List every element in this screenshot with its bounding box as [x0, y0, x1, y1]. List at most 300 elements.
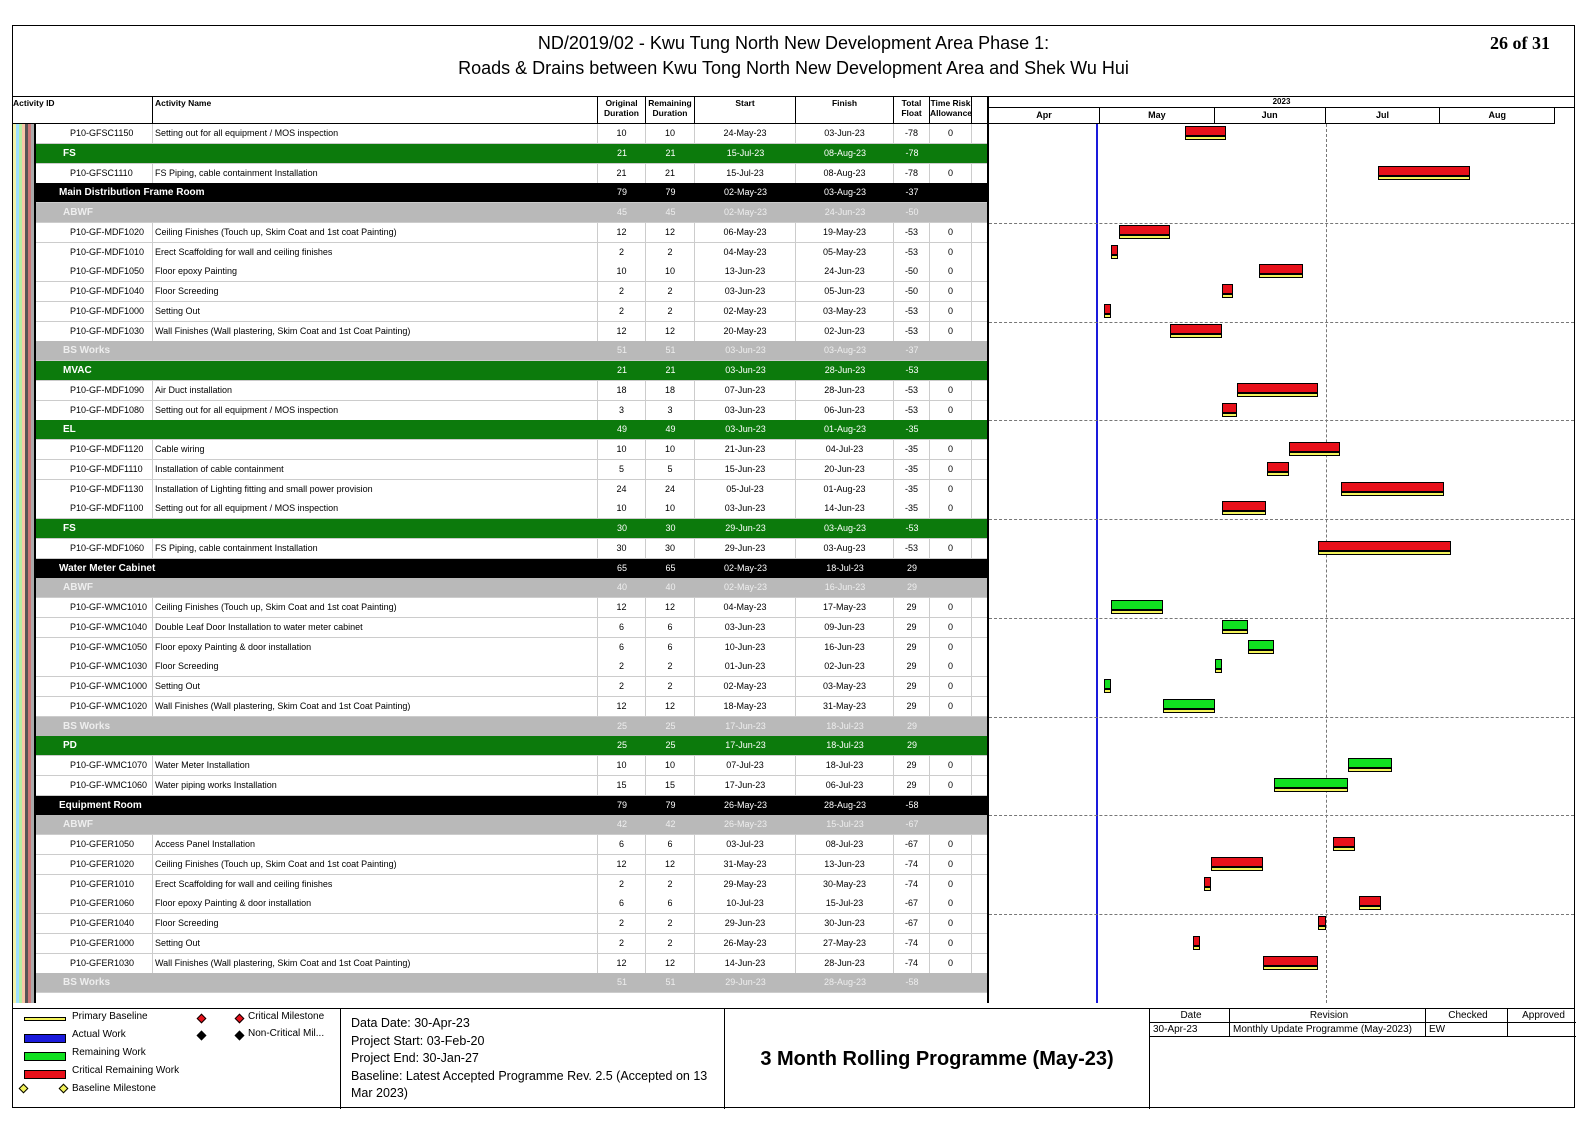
- cell-tf: -53: [905, 523, 919, 533]
- activity-name: Erect Scaffolding for wall and ceiling finishes: [153, 875, 598, 895]
- gantt-bar[interactable]: [1222, 501, 1266, 511]
- cell-finish: 24-Jun-23: [796, 262, 894, 282]
- cell-rd: 24: [646, 480, 695, 500]
- activity-id: P10-GF-MDF1080: [43, 401, 153, 421]
- table-row[interactable]: [13, 401, 987, 421]
- cell-rd: 65: [665, 562, 676, 573]
- cell-tf: -37: [905, 345, 919, 356]
- cell-finish: 06-Jul-23: [796, 776, 894, 796]
- cell-tf: -78: [894, 124, 930, 144]
- cell-rd: 10: [646, 440, 695, 460]
- cell-od: 51: [616, 977, 627, 988]
- wbs-row[interactable]: [13, 341, 987, 361]
- revision-table: [1149, 1009, 1575, 1109]
- activity-id: P10-GFSC1110: [43, 164, 153, 184]
- legend-baseline-milestone: Baseline Milestone: [72, 1083, 156, 1094]
- rev-header-checked: Checked: [1426, 1009, 1508, 1023]
- cell-tra: 0: [930, 697, 972, 717]
- cell-finish: 08-Aug-23: [796, 164, 894, 184]
- baseline-bar: [1318, 551, 1451, 555]
- gantt-gridline: [1326, 124, 1327, 1003]
- rev-header-approved: Approved: [1508, 1009, 1576, 1023]
- cell-tra: 0: [930, 914, 972, 934]
- gantt-bar[interactable]: [1222, 403, 1237, 413]
- gantt-bar[interactable]: [1211, 857, 1263, 867]
- legend-remaining-swatch: [24, 1052, 66, 1061]
- cell-tf: -58: [905, 977, 919, 988]
- cell-finish: 18-Jul-23: [826, 740, 864, 751]
- activity-id: P10-GF-WMC1000: [43, 677, 153, 697]
- cell-od: 65: [616, 562, 627, 573]
- cell-od: 30: [616, 523, 627, 533]
- cell-start: 10-Jul-23: [695, 894, 796, 914]
- table-row[interactable]: [13, 677, 987, 697]
- programme-title: 3 Month Rolling Programme (May-23): [760, 1048, 1114, 1070]
- gantt-bar[interactable]: [1215, 659, 1222, 669]
- col-activity-id[interactable]: Activity ID: [13, 97, 153, 124]
- cell-finish: 30-Jun-23: [796, 914, 894, 934]
- gantt-body: [989, 124, 1574, 1003]
- cell-rd: 51: [665, 345, 676, 356]
- cell-od: 25: [616, 720, 627, 731]
- cell-od: 25: [616, 740, 627, 751]
- cell-finish: 03-Aug-23: [823, 345, 867, 356]
- gantt-bar[interactable]: [1222, 284, 1233, 294]
- activity-name: Water Meter Installation: [153, 756, 598, 776]
- gantt-bar[interactable]: [1341, 482, 1445, 492]
- legend-noncritical-milestone: Non-Critical Mil...: [248, 1028, 325, 1039]
- cell-tra: 0: [930, 776, 972, 796]
- gantt-bar[interactable]: [1170, 324, 1222, 334]
- cell-finish: 17-May-23: [796, 598, 894, 618]
- activity-name: Floor Screeding: [153, 282, 598, 302]
- wbs-row[interactable]: [13, 519, 987, 539]
- cell-tf: -74: [894, 954, 930, 974]
- cell-finish: 28-Jun-23: [796, 381, 894, 401]
- cell-tf: -35: [894, 480, 930, 500]
- activity-id: P10-GFER1060: [43, 894, 153, 914]
- gantt-bar[interactable]: [1378, 166, 1471, 176]
- col-activity-name[interactable]: Activity Name: [153, 97, 598, 124]
- gantt-bar[interactable]: [1318, 916, 1325, 926]
- cell-start: 06-May-23: [695, 223, 796, 243]
- noncritical-milestone-icon: [197, 1031, 207, 1041]
- cell-rd: 21: [665, 147, 676, 158]
- cell-start: 03-Jun-23: [725, 345, 766, 356]
- gantt-gridline: [989, 322, 1574, 323]
- rev-checked: EW: [1426, 1023, 1508, 1037]
- cell-finish: 05-May-23: [796, 243, 894, 263]
- cell-rd: 2: [646, 302, 695, 322]
- cell-finish: 16-Jun-23: [824, 582, 866, 593]
- project-info: [340, 1009, 725, 1109]
- cell-rd: 2: [646, 243, 695, 263]
- cell-start: 29-Jun-23: [725, 977, 766, 988]
- gantt-bar[interactable]: [1248, 640, 1274, 650]
- activity-id: P10-GF-MDF1010: [43, 243, 153, 263]
- activity-id: P10-GF-MDF1060: [43, 539, 153, 559]
- cell-tf: -67: [894, 894, 930, 914]
- wbs-row[interactable]: [13, 815, 987, 835]
- gantt-bar[interactable]: [1204, 877, 1211, 887]
- activity-name: Setting Out: [153, 677, 598, 697]
- activity-id: P10-GFSC1150: [43, 124, 153, 144]
- cell-rd: 2: [646, 934, 695, 954]
- wbs-row[interactable]: [13, 973, 987, 993]
- table-row[interactable]: [13, 539, 987, 559]
- cell-tf: -53: [894, 401, 930, 421]
- wbs-row[interactable]: [13, 420, 987, 440]
- cell-rd: 5: [646, 460, 695, 480]
- gantt-bar[interactable]: [1163, 699, 1215, 709]
- table-row[interactable]: [13, 934, 987, 954]
- cell-rd: 18: [646, 381, 695, 401]
- cell-tf: 29: [894, 618, 930, 638]
- wbs-name: EL: [63, 424, 76, 436]
- baseline-bar: [1248, 650, 1274, 654]
- activity-name: FS Piping, cable containment Installation: [153, 164, 598, 184]
- activity-name: Setting Out: [153, 302, 598, 322]
- table-row[interactable]: [13, 776, 987, 796]
- baseline-bar: [1111, 255, 1118, 259]
- cell-tra: 0: [930, 756, 972, 776]
- cell-rd: 10: [646, 124, 695, 144]
- cell-rd: 3: [646, 401, 695, 421]
- cell-start: 26-May-23: [723, 799, 768, 810]
- cell-rd: 2: [646, 875, 695, 895]
- activity-id: P10-GF-WMC1010: [43, 598, 153, 618]
- table-row[interactable]: [13, 835, 987, 855]
- baseline-bar: [1222, 413, 1237, 417]
- cell-start: 17-Jun-23: [725, 720, 766, 731]
- cell-rd: 12: [646, 223, 695, 243]
- table-row[interactable]: [13, 618, 987, 638]
- cell-od: 2: [598, 914, 646, 934]
- cell-od: 21: [616, 147, 627, 158]
- cell-tra: 0: [930, 618, 972, 638]
- wbs-stripes: [13, 124, 43, 1003]
- cell-start: 02-May-23: [695, 677, 796, 697]
- cell-finish: 30-May-23: [796, 875, 894, 895]
- cell-finish: 03-Aug-23: [823, 187, 867, 198]
- activity-table: [13, 124, 987, 1003]
- table-row[interactable]: [13, 756, 987, 776]
- cell-finish: 03-May-23: [796, 677, 894, 697]
- cell-tra: 0: [930, 480, 972, 500]
- cell-od: 49: [616, 424, 627, 435]
- activity-id: P10-GF-MDF1120: [43, 440, 153, 460]
- cell-rd: 12: [646, 598, 695, 618]
- wbs-row[interactable]: [13, 717, 987, 737]
- col-total-float[interactable]: Total Float: [894, 97, 930, 124]
- activity-name: Setting out for all equipment / MOS inspection: [153, 401, 598, 421]
- activity-id: P10-GFER1040: [43, 914, 153, 934]
- table-row[interactable]: [13, 638, 987, 658]
- table-row[interactable]: [13, 657, 987, 677]
- cell-tra: 0: [930, 223, 972, 243]
- cell-start: 04-May-23: [695, 598, 796, 618]
- col-start[interactable]: Start: [695, 97, 796, 124]
- wbs-row[interactable]: [13, 736, 987, 756]
- activity-id: P10-GF-MDF1040: [43, 282, 153, 302]
- wbs-name: BS Works: [63, 345, 111, 357]
- cell-start: 01-Jun-23: [695, 657, 796, 677]
- table-row[interactable]: [13, 480, 987, 500]
- activity-name: Wall Finishes (Wall plastering, Skim Coat and 1st Coat Painting): [153, 697, 598, 717]
- col-finish[interactable]: Finish: [796, 97, 894, 124]
- activity-name: Cable wiring: [153, 440, 598, 460]
- gantt-bar[interactable]: [1111, 245, 1118, 255]
- baseline-bar: [1215, 669, 1222, 673]
- cell-start: 15-Jun-23: [695, 460, 796, 480]
- cell-tf: 29: [906, 740, 917, 751]
- gantt-bar[interactable]: [1119, 225, 1171, 235]
- table-row[interactable]: [13, 598, 987, 618]
- activity-name: Setting out for all equipment / MOS inspection: [153, 499, 598, 519]
- table-row[interactable]: [13, 164, 987, 184]
- activity-name: Water piping works Installation: [153, 776, 598, 796]
- legend-primary-baseline: Primary Baseline: [72, 1011, 148, 1022]
- cell-rd: 25: [665, 740, 676, 751]
- wbs-name: Equipment Room: [59, 799, 142, 811]
- activity-id: P10-GFER1050: [43, 835, 153, 855]
- table-row[interactable]: [13, 954, 987, 974]
- baseline-bar: [1359, 906, 1381, 910]
- cell-rd: 6: [646, 618, 695, 638]
- cell-od: 12: [598, 598, 646, 618]
- gantt-bar[interactable]: [1289, 442, 1341, 452]
- cell-rd: 6: [646, 894, 695, 914]
- activity-id: P10-GFER1010: [43, 875, 153, 895]
- cell-finish: 13-Jun-23: [796, 855, 894, 875]
- cell-rd: 12: [646, 697, 695, 717]
- cell-rd: 25: [665, 720, 676, 731]
- baseline-bar: [1163, 709, 1215, 713]
- cell-tf: -50: [905, 207, 919, 217]
- baseline-bar: [1222, 294, 1233, 298]
- cell-tf: -53: [905, 365, 919, 375]
- cell-rd: 30: [646, 539, 695, 559]
- cell-start: 26-May-23: [695, 934, 796, 954]
- gantt-bar[interactable]: [1267, 462, 1289, 472]
- baseline-bar: [1267, 472, 1289, 476]
- data-date: Data Date: 30-Apr-23: [351, 1016, 470, 1030]
- cell-rd: 2: [646, 914, 695, 934]
- table-row[interactable]: [13, 855, 987, 875]
- month-label: Jul: [1326, 108, 1441, 124]
- wbs-row[interactable]: [13, 203, 987, 223]
- gantt-gridline: [989, 618, 1574, 619]
- cell-tf: -74: [894, 855, 930, 875]
- table-row[interactable]: [13, 302, 987, 322]
- activity-id: P10-GFER1020: [43, 855, 153, 875]
- gantt-bar[interactable]: [1104, 679, 1111, 689]
- wbs-name: Main Distribution Frame Room: [59, 187, 205, 199]
- gantt-bar[interactable]: [1333, 837, 1355, 847]
- cell-rd: 49: [665, 424, 676, 435]
- table-row[interactable]: [13, 282, 987, 302]
- cell-rd: 6: [646, 638, 695, 658]
- cell-start: 18-May-23: [695, 697, 796, 717]
- activity-name: Ceiling Finishes (Touch up, Skim Coat and 1st coat Painting): [153, 223, 598, 243]
- cell-tf: -74: [894, 934, 930, 954]
- cell-tra: 0: [930, 124, 972, 144]
- cell-od: 21: [616, 365, 627, 375]
- baseline-bar: [1170, 334, 1222, 338]
- table-row[interactable]: [13, 697, 987, 717]
- wbs-name: Water Meter Cabinet: [59, 562, 156, 574]
- wbs-row[interactable]: [13, 183, 987, 203]
- cell-start: 03-Jul-23: [695, 835, 796, 855]
- table-row[interactable]: [13, 440, 987, 460]
- cell-start: 29-May-23: [695, 875, 796, 895]
- cell-od: 15: [598, 776, 646, 796]
- cell-start: 02-May-23: [723, 187, 768, 198]
- gantt-bar[interactable]: [1222, 620, 1248, 630]
- wbs-row[interactable]: [13, 796, 987, 816]
- cell-start: 20-May-23: [695, 322, 796, 342]
- cell-tf: -67: [894, 835, 930, 855]
- cell-tf: 29: [906, 582, 917, 593]
- activity-name: Double Leaf Door Installation to water meter cabinet: [153, 618, 598, 638]
- cell-start: 15-Jul-23: [726, 147, 765, 158]
- wbs-row[interactable]: [13, 559, 987, 579]
- critical-milestone-icon: [197, 1014, 207, 1024]
- activity-id: P10-GF-MDF1020: [43, 223, 153, 243]
- cell-tf: -53: [894, 223, 930, 243]
- table-row[interactable]: [13, 243, 987, 263]
- cell-tra: 0: [930, 934, 972, 954]
- cell-start: 29-Jun-23: [695, 914, 796, 934]
- cell-tf: 29: [894, 776, 930, 796]
- cell-rd: 45: [665, 207, 676, 217]
- cell-od: 10: [598, 440, 646, 460]
- gantt-bar[interactable]: [1318, 541, 1451, 551]
- gantt-bar[interactable]: [1185, 126, 1226, 136]
- wbs-name: FS: [63, 147, 76, 159]
- baseline-bar: [1111, 610, 1163, 614]
- cell-tf: 29: [894, 657, 930, 677]
- wbs-row[interactable]: [13, 578, 987, 598]
- cell-start: 31-May-23: [695, 855, 796, 875]
- cell-od: 79: [616, 799, 627, 810]
- cell-finish: 20-Jun-23: [796, 460, 894, 480]
- baseline-bar: [1119, 235, 1171, 239]
- gantt-bar[interactable]: [1193, 936, 1200, 946]
- cell-od: 2: [598, 302, 646, 322]
- cell-tra: 0: [930, 322, 972, 342]
- table-row[interactable]: [13, 894, 987, 914]
- cell-od: 2: [598, 934, 646, 954]
- cell-tf: -67: [905, 819, 919, 830]
- cell-start: 03-Jun-23: [725, 365, 766, 375]
- baseline-bar: [1289, 452, 1341, 456]
- table-row[interactable]: [13, 914, 987, 934]
- gantt-bar[interactable]: [1274, 778, 1348, 788]
- gantt-bar[interactable]: [1348, 758, 1392, 768]
- gantt-bar[interactable]: [1111, 600, 1163, 610]
- table-row[interactable]: [13, 262, 987, 282]
- table-row[interactable]: [13, 124, 987, 144]
- table-row[interactable]: [13, 460, 987, 480]
- cell-tf: -53: [894, 539, 930, 559]
- gantt-bar[interactable]: [1359, 896, 1381, 906]
- cell-tf: 29: [894, 697, 930, 717]
- wbs-name: ABWF: [63, 207, 93, 218]
- baseline-bar: [1274, 788, 1348, 792]
- cell-tf: -35: [905, 424, 919, 435]
- cell-rd: 51: [665, 977, 676, 988]
- rev-header-revision: Revision: [1230, 1009, 1426, 1023]
- cell-od: 2: [598, 282, 646, 302]
- cell-tra: 0: [930, 638, 972, 658]
- gantt-bar[interactable]: [1237, 383, 1318, 393]
- col-remaining-duration[interactable]: Remaining Duration: [646, 97, 695, 124]
- cell-finish: 18-Jul-23: [826, 562, 864, 573]
- cell-finish: 01-Aug-23: [796, 480, 894, 500]
- gantt-bar[interactable]: [1263, 956, 1319, 966]
- table-header: [13, 97, 987, 124]
- baseline-info: Baseline: Latest Accepted Programme Rev. 2.5 (Accepted on 13 Mar 2023): [351, 1068, 708, 1100]
- cell-finish: 02-Jun-23: [796, 322, 894, 342]
- cell-tra: 0: [930, 262, 972, 282]
- cell-finish: 28-Aug-23: [823, 977, 867, 988]
- cell-od: 42: [616, 819, 627, 830]
- cell-tra: 0: [930, 499, 972, 519]
- table-row[interactable]: [13, 322, 987, 342]
- baseline-bar: [1193, 946, 1200, 950]
- wbs-row[interactable]: [13, 144, 987, 164]
- cell-finish: 14-Jun-23: [796, 499, 894, 519]
- noncritical-milestone-icon: [235, 1031, 245, 1041]
- activity-name: Floor Screeding: [153, 657, 598, 677]
- cell-tf: -35: [894, 499, 930, 519]
- cell-rd: 2: [646, 677, 695, 697]
- baseline-bar: [1341, 492, 1445, 496]
- table-row[interactable]: [13, 223, 987, 243]
- cell-rd: 21: [665, 365, 676, 375]
- cell-tra: 0: [930, 440, 972, 460]
- cell-tra: 0: [930, 875, 972, 895]
- activity-id: P10-GF-MDF1090: [43, 381, 153, 401]
- cell-rd: 79: [665, 799, 676, 810]
- cell-rd: 2: [646, 282, 695, 302]
- activity-name: Setting Out: [153, 934, 598, 954]
- table-row[interactable]: [13, 499, 987, 519]
- baseline-bar: [1222, 511, 1266, 515]
- wbs-row[interactable]: [13, 361, 987, 381]
- cell-od: 10: [598, 262, 646, 282]
- gantt-bar[interactable]: [1259, 264, 1303, 274]
- cell-start: 05-Jul-23: [695, 480, 796, 500]
- cell-rd: 10: [646, 499, 695, 519]
- cell-tf: -53: [894, 302, 930, 322]
- col-time-risk[interactable]: Time Risk Allowance: [930, 97, 972, 124]
- table-row[interactable]: [13, 875, 987, 895]
- cell-finish: 03-Aug-23: [823, 523, 867, 533]
- cell-tra: 0: [930, 598, 972, 618]
- month-label: Aug: [1440, 108, 1555, 124]
- gantt-bar[interactable]: [1104, 304, 1111, 314]
- month-label: Jun: [1215, 108, 1326, 124]
- wbs-name: MVAC: [63, 365, 92, 376]
- cell-finish: 08-Jul-23: [796, 835, 894, 855]
- col-original-duration[interactable]: Original Duration: [598, 97, 646, 124]
- activity-id: P10-GF-MDF1110: [43, 460, 153, 480]
- table-row[interactable]: [13, 381, 987, 401]
- rev-description: Monthly Update Programme (May-2023): [1230, 1023, 1426, 1037]
- footer: [12, 1008, 1575, 1108]
